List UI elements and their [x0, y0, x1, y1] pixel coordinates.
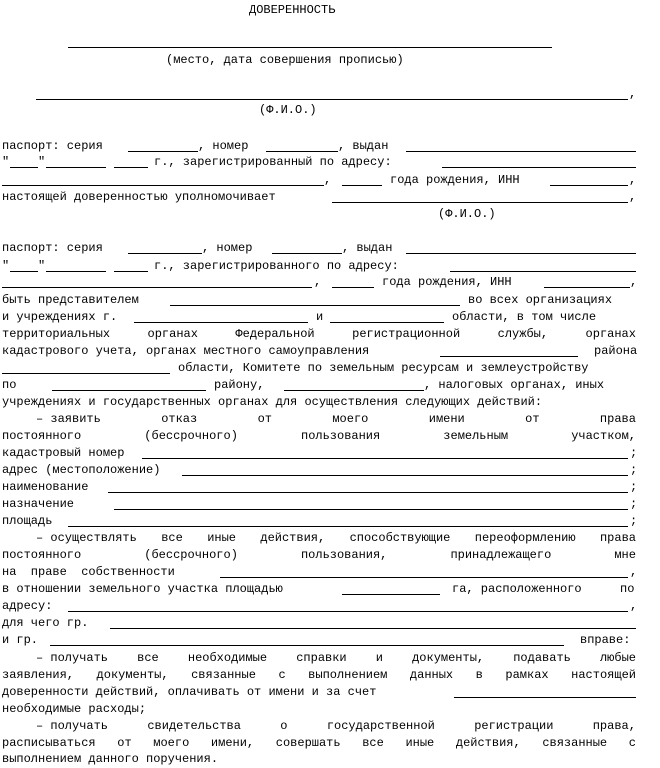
territorial-line: территориальных органах Федеральной регистрационной службы, органах — [2, 327, 636, 341]
place-date-field[interactable] — [68, 47, 552, 48]
citizen-1-field[interactable] — [110, 628, 636, 629]
title-line — [2, 2, 636, 19]
sign-line: расписываться от моего имени, совершать все иные действия, связанные с — [2, 736, 636, 750]
rep-passport-line: паспорт: серия , номер , выдан — [2, 240, 636, 257]
city-field[interactable] — [134, 322, 308, 323]
declare-line: – заявить отказ от моего имени от права — [36, 412, 636, 426]
principal-address-field[interactable] — [442, 167, 636, 168]
rep-passport-number-field[interactable] — [272, 253, 342, 254]
representative-fio-caption: (Ф.И.О.) — [438, 207, 496, 221]
exercise-line: – осуществлять все иные действия, способствующие переоформлению права — [36, 531, 636, 545]
be-representative-line: быть представителем во всех организациях — [2, 293, 613, 307]
rep-month-field[interactable] — [46, 271, 106, 272]
principal-passport-line: паспорт: серия , номер , выдан — [2, 138, 636, 155]
principal-birth-line: , года рождения, ИНН , — [2, 172, 636, 189]
plot-purpose-field[interactable] — [114, 509, 628, 510]
rep-date-address-line: " " г., зарегистрированного по адресу: — [2, 258, 636, 275]
document-title: ДОВЕРЕННОСТЬ — [249, 3, 336, 17]
permanent-use-line-2: постоянного (бессрочного) пользования, принадлежащего мне — [2, 548, 636, 562]
principal-fio-line: , — [2, 86, 636, 103]
representative-fio-caption-line — [2, 206, 636, 223]
purpose-line: назначение ; — [2, 497, 638, 511]
plot-address-field[interactable] — [182, 475, 628, 476]
ownership-line: на праве собственности , — [2, 565, 638, 579]
principal-fio-caption-line — [2, 102, 636, 119]
payer-field[interactable] — [454, 697, 636, 698]
principal-address-cont-field[interactable] — [2, 185, 324, 186]
principal-inn-field[interactable] — [550, 185, 628, 186]
rep-day-field[interactable] — [10, 271, 38, 272]
authorizes-line: настоящей доверенностью уполномочивает , — [2, 190, 637, 204]
citizen-2-field[interactable] — [50, 645, 564, 646]
rep-address-cont-field[interactable] — [2, 287, 312, 288]
district-field[interactable] — [440, 356, 578, 357]
and-citizen-line: и гр. вправе: — [2, 633, 631, 647]
principal-passport-series-field[interactable] — [128, 151, 198, 152]
for-which-line: для чего гр. — [2, 615, 636, 632]
plot-area-line: в отношении земельного участка площадью га, расположенного по — [2, 582, 635, 596]
expenses-line: необходимые расходы; — [2, 702, 147, 716]
statements-line: заявления, документы, связанные с выполнением данных в рамках настоящей — [2, 668, 636, 682]
principal-passport-issued-field[interactable] — [406, 151, 636, 152]
pay-line: доверенности действий, оплачивать от имени и за счет — [2, 684, 636, 701]
plot-address-line: адресу: , — [2, 599, 638, 613]
principal-birth-year-field[interactable] — [342, 185, 382, 186]
place-date-caption: (место, дата совершения прописью) — [166, 53, 404, 67]
cadastral-number-field[interactable] — [142, 458, 628, 459]
principal-date-address-line: " " г., зарегистрированный по адресу: — [2, 154, 636, 171]
rep-year-field[interactable] — [114, 271, 148, 272]
principal-fio-field[interactable] — [36, 99, 628, 100]
name-line: наименование ; — [2, 480, 638, 494]
rep-address-field[interactable] — [450, 271, 636, 272]
institutions-actions-line: учреждениях и государственных органах для осуществления следующих действий: — [2, 395, 543, 409]
certificates-line: – получать свидетельства о государственной регистрации права, — [36, 719, 636, 733]
plot-area-field[interactable] — [68, 526, 628, 527]
cadastral-number-line: кадастровый номер ; — [2, 446, 638, 460]
place-date-caption-line — [2, 52, 636, 69]
tax-authority-field[interactable] — [284, 390, 424, 391]
rep-birth-line: , года рождения, ИНН , — [2, 274, 636, 291]
committee-region-field[interactable] — [2, 373, 170, 374]
committee-line: области, Комитете по земельным ресурсам и землеустройству — [2, 360, 636, 377]
rep-birth-year-field[interactable] — [332, 287, 374, 288]
representative-fio-field[interactable] — [332, 202, 628, 203]
committee-district-field[interactable] — [52, 390, 206, 391]
principal-day-field[interactable] — [10, 167, 38, 168]
owner-field[interactable] — [220, 577, 628, 578]
area-line: площадь ; — [2, 514, 638, 528]
plot-hectares-field[interactable] — [342, 594, 440, 595]
principal-fio-caption: (Ф.И.О.) — [259, 103, 317, 117]
region-field[interactable] — [330, 322, 444, 323]
receive-line: – получать все необходимые справки и документы, подавать любые — [36, 651, 636, 665]
principal-passport-number-field[interactable] — [266, 151, 338, 152]
rep-inn-field[interactable] — [544, 287, 630, 288]
rep-passport-series-field[interactable] — [128, 253, 202, 254]
plot-name-field[interactable] — [108, 492, 628, 493]
principal-year-field[interactable] — [114, 167, 148, 168]
address-line: адрес (местоположение) ; — [2, 463, 638, 477]
tax-line: по району, , налоговых органах, иных — [2, 378, 605, 392]
rep-passport-issued-field[interactable] — [406, 253, 636, 254]
plot-location-field[interactable] — [68, 611, 628, 612]
principal-month-field[interactable] — [46, 167, 106, 168]
cadastral-line: кадастрового учета, органах местного самоуправления района — [2, 344, 638, 358]
place-date-line — [2, 34, 636, 51]
institutions-line: и учреждениях г. и области, в том числе — [2, 310, 597, 324]
execution-line: выполнением данного поручения. — [2, 752, 219, 766]
permanent-use-line: постоянного (бессрочного) пользования земельным участком, — [2, 429, 636, 443]
principal-name-field[interactable] — [170, 305, 460, 306]
